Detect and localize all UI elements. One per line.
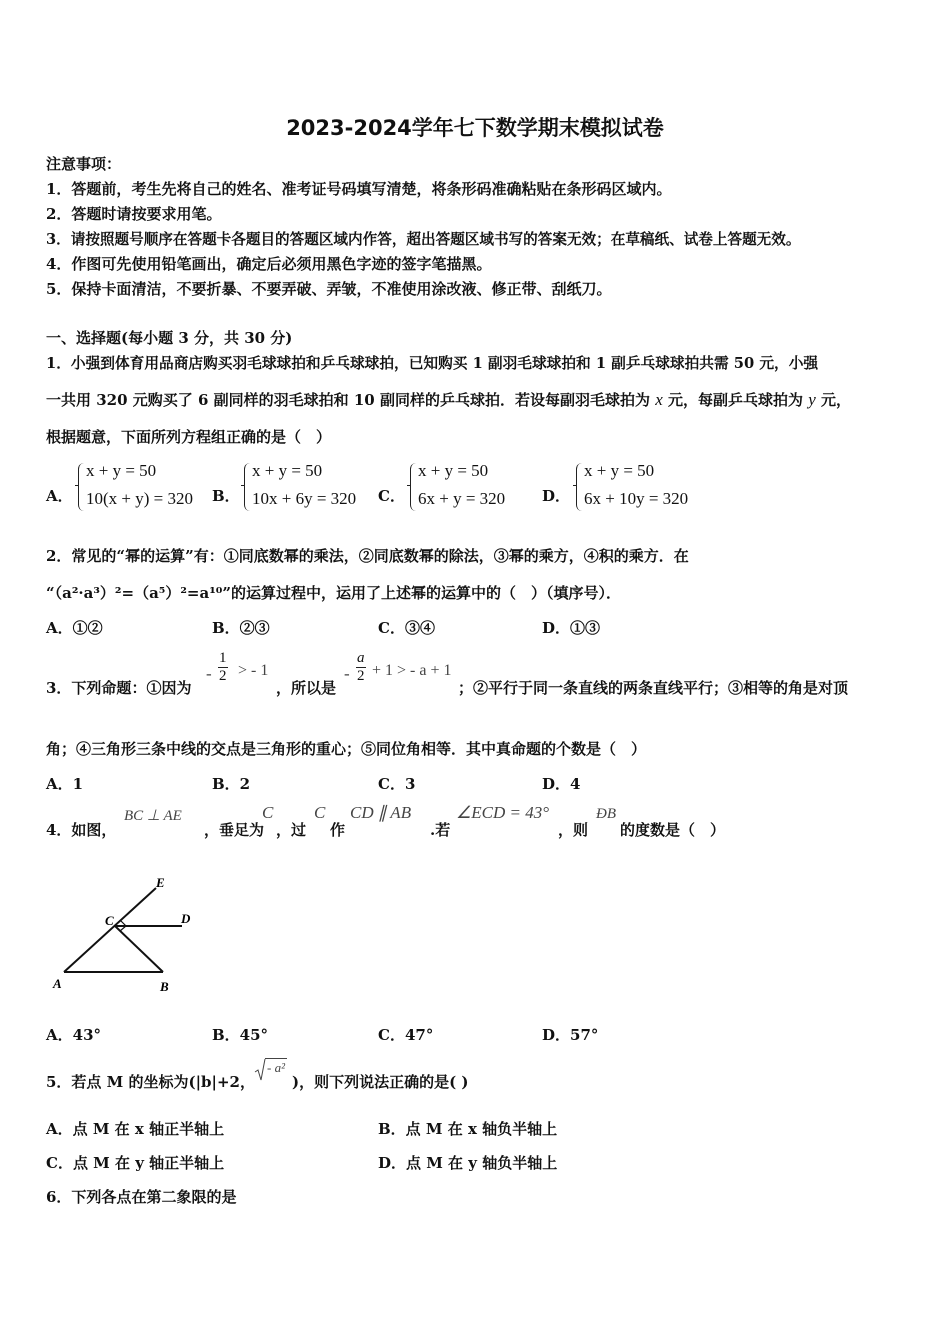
q4-m3: C: [314, 803, 326, 822]
q4-p6: ，则: [558, 821, 589, 839]
q3-f1-rest: > - 1: [238, 662, 269, 679]
q4-m5: ∠ECD = 43°: [456, 803, 550, 822]
q1-option-b-label[interactable]: B．: [212, 487, 240, 505]
q1-b-eq2: 10x + 6y = 320: [252, 489, 357, 508]
q1-c-eq1: x + y = 50: [418, 461, 489, 480]
q3-f2-num: a: [357, 650, 365, 666]
q1-line2b: 元，每副乒乓球拍为: [662, 391, 809, 409]
q1-option-d-label[interactable]: D．: [542, 487, 571, 505]
q2-option-d[interactable]: D．①③: [542, 619, 601, 637]
page-title: 2023-2024学年七下数学期末模拟试卷: [286, 116, 664, 140]
brace-icon: [78, 463, 85, 511]
q1-d-eq1: x + y = 50: [584, 461, 655, 480]
q5-option-c[interactable]: C．点 M 在 y 轴正半轴上: [46, 1154, 225, 1172]
q5-sqrt-content: - a²: [267, 1060, 285, 1075]
q1-line1: 1．小强到体育用品商店购买羽毛球球拍和乒乓球球拍，已知购买 1 副羽毛球球拍和 1 副乒乓球球拍共需 50 元，小强: [46, 355, 819, 372]
q4-m6: ÐB: [596, 806, 616, 822]
notes-heading: 注意事项：: [46, 155, 122, 173]
q5-option-a[interactable]: A．点 M 在 x 轴正半轴上: [46, 1120, 225, 1138]
q2-option-b[interactable]: B．②③: [212, 619, 270, 637]
q1-a-eq1: x + y = 50: [86, 461, 157, 480]
q3-option-c[interactable]: C．3: [378, 775, 416, 793]
label-d: D: [181, 911, 191, 926]
q4-m4: CD ∥ AB: [350, 803, 412, 822]
q1-line2c: 元，: [815, 391, 851, 409]
q3-f1-den: 2: [219, 668, 227, 684]
label-a: A: [53, 976, 62, 991]
q5-option-d[interactable]: D．点 M 在 y 轴负半轴上: [378, 1154, 558, 1172]
note-item-4: 4．作图可先使用铅笔画出，确定后必须用黑色字迹的签字笔描黑。: [46, 255, 492, 273]
q1-line2: [46, 389, 851, 410]
q2-option-c[interactable]: C．③④: [378, 619, 435, 637]
q1-line3: 根据题意，下面所列方程组正确的是（ ）: [46, 428, 332, 446]
q4-p4: 作: [330, 821, 346, 839]
q4-option-a[interactable]: A．43°: [46, 1026, 102, 1044]
segment-cb: [115, 926, 163, 972]
label-b: B: [160, 979, 169, 994]
q2-option-a[interactable]: A．①②: [46, 619, 103, 637]
q3-option-d[interactable]: D．4: [542, 775, 581, 793]
line-ae: [64, 888, 156, 972]
q5-option-b[interactable]: B．点 M 在 x 轴负半轴上: [378, 1120, 558, 1138]
label-c: C: [105, 913, 114, 928]
q4-option-d[interactable]: D．57°: [542, 1026, 599, 1044]
q1-option-a-label[interactable]: A．: [46, 487, 73, 505]
q3-option-a[interactable]: A．1: [46, 775, 84, 793]
brace-icon: [244, 463, 251, 511]
note-item-1: 1．答题前，考生先将自己的姓名、准考证号码填写清楚，将条形码准确粘贴在条形码区域内。: [46, 180, 672, 198]
q3-f2-den: 2: [357, 668, 365, 684]
q3-f2-sign: -: [344, 664, 350, 683]
note-item-3: 3．请按照题号顺序在答题卡各题目的答题区域内作答，超出答题区域书写的答案无效；在草稿纸、试卷上答题无效。: [46, 231, 801, 248]
q4-p5: .若: [430, 821, 451, 839]
q1-var-x: x: [655, 390, 663, 409]
brace-icon: [576, 463, 583, 511]
q5-p2: )，则下列说法正确的是( ): [292, 1073, 469, 1091]
q1-var-y: y: [808, 390, 816, 409]
q1-b-eq1: x + y = 50: [252, 461, 323, 480]
q1-line2a: 一共用 320 元购买了 6 副同样的羽毛球拍和 10 副同样的乒乓球拍．若设每副羽毛球拍为: [46, 391, 656, 409]
q3-f1-num: 1: [219, 650, 227, 666]
q4-option-c[interactable]: C．47°: [378, 1026, 434, 1044]
q3-option-b[interactable]: B．2: [212, 775, 251, 793]
q4-m2: C: [262, 803, 274, 822]
q4-m1: BC ⊥ AE: [124, 808, 182, 824]
q3-line2: 角；④三角形三条中线的交点是三角形的重心；⑤同位角相等．其中真命题的个数是（ ）: [46, 740, 647, 758]
q3-mid: ，所以是: [276, 679, 337, 697]
q6-line1: 6．下列各点在第二象限的是: [46, 1188, 237, 1206]
q3-fraction-1: [218, 650, 228, 685]
note-item-2: 2．答题时请按要求用笔。: [46, 205, 222, 223]
q2-line2: “（a²·a³）²=（a⁵）²=a¹⁰”的运算过程中，运用了上述幂的运算中的（ ）（填序号）．: [46, 584, 621, 602]
q4-geometry-figure: [50, 868, 220, 998]
q3-f2-rest: + 1 > - a + 1: [372, 662, 452, 679]
q1-a-eq2: 10(x + y) = 320: [86, 489, 193, 508]
section-heading: 一、选择题(每小题 3 分，共 30 分): [46, 329, 293, 347]
q4-p3: ，过: [276, 821, 307, 839]
q2-line1: 2．常见的“幂的运算”有：①同底数幂的乘法，②同底数幂的除法，③幂的乘方，④积的乘方．在: [46, 547, 689, 565]
note-item-5: 5．保持卡面清洁，不要折暴、不要弄破、弄皱，不准使用涂改液、修正带、刮纸刀。: [46, 280, 612, 298]
q3-f1-sign: -: [206, 664, 212, 683]
q3-suffix: ；②平行于同一条直线的两条直线平行；③相等的角是对顶: [458, 679, 849, 697]
label-e: E: [156, 875, 165, 890]
q1-d-eq2: 6x + 10y = 320: [584, 489, 689, 508]
q4-p2: ，垂足为: [204, 821, 265, 839]
brace-icon: [410, 463, 417, 511]
q1-option-c-label[interactable]: C．: [378, 487, 405, 505]
q1-c-eq2: 6x + y = 320: [418, 489, 506, 508]
q4-option-b[interactable]: B．45°: [212, 1026, 269, 1044]
q4-p7: 的度数是（ ）: [620, 821, 726, 839]
q3-fraction-2: [356, 650, 366, 685]
q5-p1: 5．若点 M 的坐标为(|b|+2，: [46, 1073, 255, 1091]
q4-p1: 4．如图，: [46, 821, 117, 839]
q3-prefix: 3．下列命题：①因为: [46, 679, 192, 697]
